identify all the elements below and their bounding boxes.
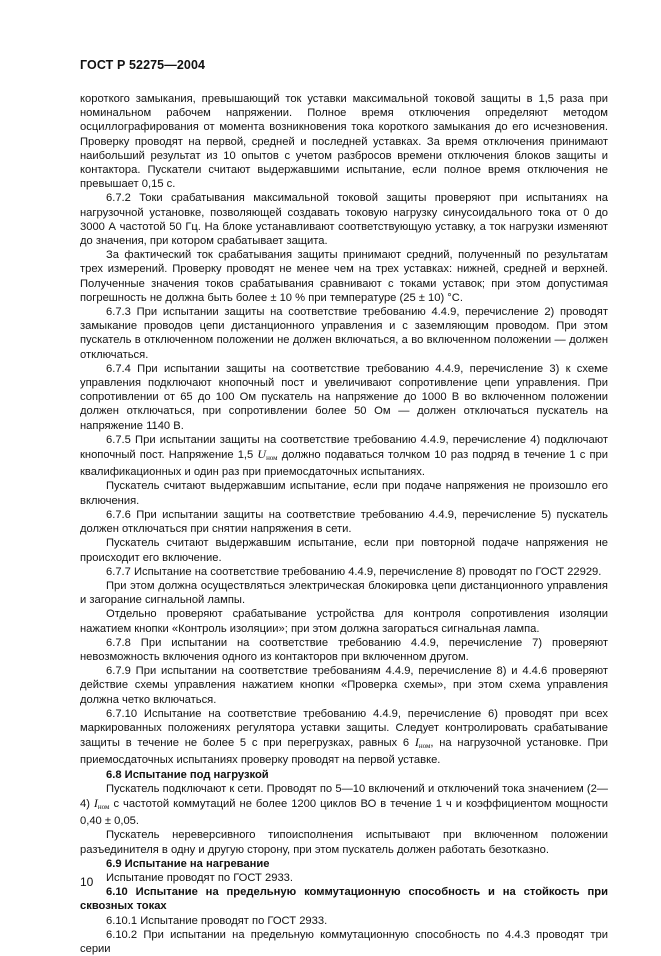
paragraph-text: Пускатель подключают к сети. Проводят по 5—10 включений и отключений тока значением (2—4) xyxy=(80,782,608,810)
paragraph xyxy=(80,479,608,507)
symbol-subscript: ном xyxy=(97,802,110,811)
paragraph-text: Пускатель считают выдержавшим испытание, если при подаче напряжения не произошло его включения. xyxy=(80,480,608,507)
paragraph xyxy=(80,871,608,885)
paragraph-text: 6.7.5 При испытании защиты на соответствие требованию 4.4.9, перечисление 4) подключают кнопочный пост. Напряжение 1,5 xyxy=(80,433,608,462)
paragraph xyxy=(80,191,608,248)
document-header: ГОСТ Р 52275—2004 xyxy=(80,58,206,72)
paragraph-text: 6.7.4 При испытании защиты на соответствие требованию 4.4.9, перечисление 3) к схеме управления подключают кнопочный пост и увеличивают сопротивление цепи управления. При сопротивлении от 65 до 100 Ом пускатель на напряжение до 1000 В во включенном положении должен отключаться, при сопротивлении более 50 Ом — должен отключаться пускатель на напряжение 1140 В. xyxy=(80,362,608,432)
paragraph-text: При этом должна осуществляться электрическая блокировка цепи дистанционного управления и загорание сигнальной лампы. xyxy=(80,579,608,607)
section-heading xyxy=(80,768,608,782)
paragraph-text: 6.7.6 При испытании защиты на соответствие требованию 4.4.9, перечисление 5) пускатель должен отключаться при снятии напряжения в сети. xyxy=(80,508,608,536)
paragraph-text: 6.9 Испытание на нагревание xyxy=(106,857,270,870)
paragraph xyxy=(80,828,608,856)
paragraph xyxy=(80,707,608,768)
paragraph xyxy=(80,579,608,607)
paragraph xyxy=(80,928,608,956)
paragraph xyxy=(80,565,608,579)
paragraph-text: 6.8 Испытание под нагрузкой xyxy=(106,768,269,781)
paragraph xyxy=(80,433,608,480)
paragraph-text: 6.10.1 Испытание проводят по ГОСТ 2933. xyxy=(106,914,328,927)
paragraph-text: короткого замыкания, превышающий ток уставки максимальной токовой защиты в 1,5 раза при номинальном рабочем напряжении. Полное время отключения определяют методом осциллографирования от момента возникновения тока короткого замыкания до его исчезновения. Проверку проводят на первой, средней и последней уставках. За время отключения принимают наибольший результат из 10 опытов с учетом разбросов времени отключения блоков защиты и контактора. Пускатели считают выдержавшими испытание, если полное время отключения не превышает 0,15 с. xyxy=(80,93,608,191)
paragraph-text: с частотой коммутаций не более 1200 циклов ВО в течение 1 ч и коэффициентом мощности 0,40 ± 0,05. xyxy=(80,797,608,828)
paragraph xyxy=(80,636,608,664)
paragraph-text: должно подаваться толчком 10 раз подряд в течение 1 с при квалификационных и один раз при приемосдаточных испытаниях. xyxy=(80,449,608,479)
paragraph-text: 6.7.3 При испытании защиты на соответствие требованию 4.4.9, перечисление 2) проводят замыкание проводов цепи дистанционного управления и с заземляющим проводом. При этом пускатель в отключенном положении не должен включаться, а во включенном положении — должен отключаться. xyxy=(80,306,608,361)
paragraph-text: 6.7.7 Испытание на соответствие требованию 4.4.9, перечисление 8) проводят по ГОСТ 22929. xyxy=(106,565,602,578)
document-body xyxy=(80,92,608,956)
paragraph-text: 6.10 Испытание на предельную коммутационную способность и на стойкость при сквозных токах xyxy=(80,886,608,913)
paragraph-text: Пускатель нереверсивного типоисполнения испытывают при включенном положении разъединителя в одну и другую сторону, при этом пускатель должен работать безотказно. xyxy=(80,829,608,856)
paragraph xyxy=(80,362,608,433)
paragraph-text: 6.10.2 При испытании на предельную коммутационную способность по 4.4.3 проводят три серии xyxy=(80,928,608,955)
paragraph-text: , на нагрузочной установке. При приемосдаточных испытаниях проверку проводят на первой уставке. xyxy=(80,737,608,767)
section-heading xyxy=(80,885,608,913)
paragraph-text: Отдельно проверяют срабатывание устройства для контроля сопротивления изоляции нажатием кнопки «Контроль изоляции»; при этом должна загораться сигнальная лампа. xyxy=(80,608,608,635)
paragraph-text: 6.7.10 Испытание на соответствие требованию 4.4.9, перечисление 6) проводят при всех маркированных положениях регулятора уставки защиты. Следует контролировать срабатывание защиты в течение не более 5 с при перегрузках, равных 6 xyxy=(80,707,608,750)
paragraph-text: Пускатель считают выдержавшим испытание, если при повторной подаче напряжения не происходит его включение. xyxy=(80,537,608,564)
paragraph-text: 6.7.9 При испытании на соответствие требованиям 4.4.9, перечисление 8) и 4.4.6 проверяют действие схемы управления нажатием кнопки «Проверка схемы», при этом схема управления должна четко включаться. xyxy=(80,665,608,706)
symbol-subscript: ном xyxy=(418,742,431,751)
paragraph xyxy=(80,664,608,707)
paragraph-text: За фактический ток срабатывания защиты принимают средний, полученный по результатам трех измерений. Проверку проводят не менее чем на трех уставках: нижней, средней и верхней. Полученные значения токов срабатывания сравнивают с токами уставок; при этом допустимая погрешность не должна быть более ± 10 % при температуре (25 ± 10) °С. xyxy=(80,249,608,304)
paragraph xyxy=(80,508,608,536)
paragraph xyxy=(80,914,608,928)
paragraph-text: 6.7.2 Токи срабатывания максимальной токовой защиты проверяют при испытаниях на нагрузочной установке, позволяющей создавать токовую нагрузку синусоидального тока от 0 до 3000 А частотой 50 Гц. На блоке устанавливают соответствующую уставку, а ток нагрузки изменяют до значения, при котором срабатывает защита. xyxy=(80,192,608,248)
paragraph xyxy=(80,607,608,635)
paragraph-text: Испытание проводят по ГОСТ 2933. xyxy=(106,871,293,884)
symbol: I xyxy=(93,795,98,810)
section-heading xyxy=(80,857,608,871)
paragraph xyxy=(80,305,608,362)
paragraph xyxy=(80,536,608,564)
paragraph xyxy=(80,782,608,829)
paragraph xyxy=(80,248,608,305)
symbol: I xyxy=(414,735,419,750)
page-number: 10 xyxy=(80,875,94,889)
paragraph xyxy=(80,92,608,191)
symbol-subscript: ном xyxy=(266,454,278,463)
paragraph-text: 6.7.8 При испытании на соответствие требованию 4.4.9, перечисление 7) проверяют невозможность включения одного из контакторов при включенном другом. xyxy=(80,636,608,663)
symbol: U xyxy=(257,447,267,462)
